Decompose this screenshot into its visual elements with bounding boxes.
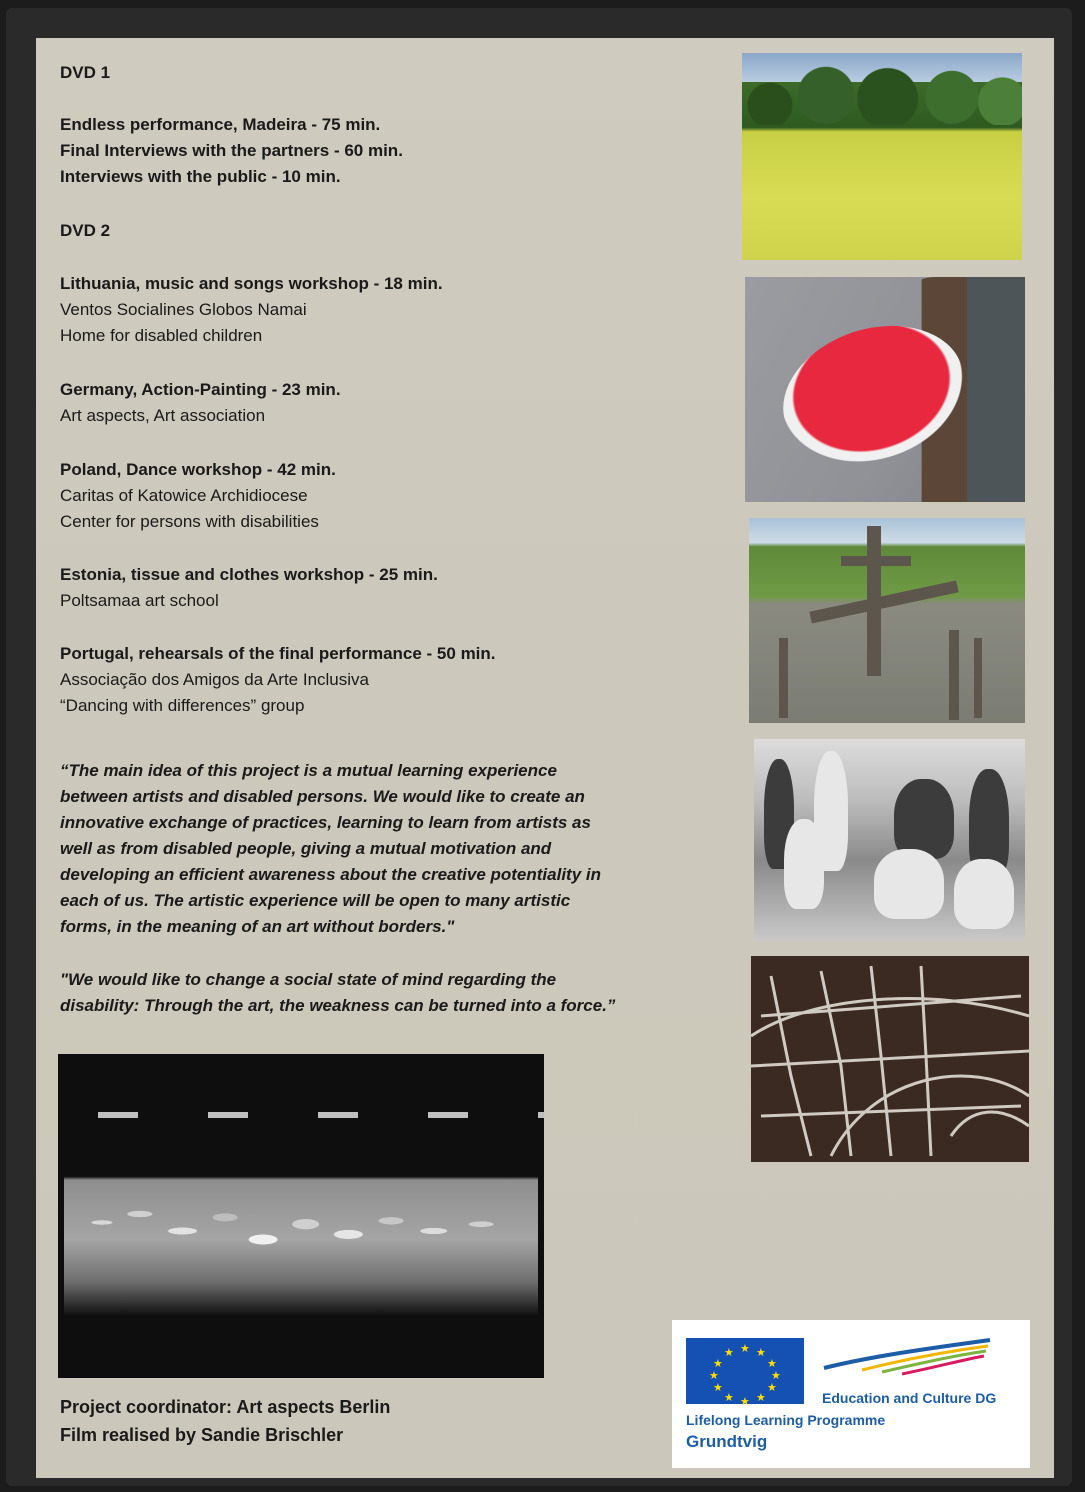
logo-edu-text: Education and Culture DG — [822, 1390, 997, 1406]
quote-line: “The main idea of this project is a mutual learning experience — [60, 761, 557, 780]
back-cover — [36, 38, 1054, 1478]
dvd1-title: DVD 1 — [60, 63, 111, 82]
workshop-line: Caritas of Katowice Archidiocese — [60, 486, 308, 505]
quote-line: "We would like to change a social state of mind regarding the — [60, 970, 557, 989]
dancer — [954, 859, 1014, 929]
photo-meadow-trees — [742, 59, 1022, 125]
photo-meadow — [742, 53, 1022, 260]
workshop-title: Poland, Dance workshop - 42 min. — [60, 460, 336, 479]
workshop-line: Ventos Socialines Globos Namai — [60, 300, 307, 319]
quote-line: each of us. The artistic experience will be open to many artistic — [60, 891, 571, 910]
workshop-line: Center for persons with disabilities — [60, 512, 319, 531]
photo-dance-workshop — [754, 739, 1025, 941]
photo-group — [58, 1054, 544, 1378]
dvd1-item: Final Interviews with the partners - 60 min. — [60, 141, 403, 160]
workshop-title: Estonia, tissue and clothes workshop - 25 min. — [60, 565, 438, 584]
quote-line: innovative exchange of practices, learning to learn from artists as — [60, 813, 591, 832]
quote-line: disability: Through the art, the weakness can be turned into a force.” — [60, 996, 616, 1015]
workshop-line: Home for disabled children — [60, 326, 263, 345]
group-people — [64, 1146, 538, 1316]
photo-chalk-floor — [751, 956, 1029, 1162]
workshop-title: Lithuania, music and songs workshop - 18 min. — [60, 274, 443, 293]
logo-llp-text: Lifelong Learning Programme — [686, 1412, 886, 1428]
cross-post — [779, 638, 788, 718]
workshop-line: “Dancing with differences” group — [60, 696, 305, 715]
credit-film: Film realised by Sandie Brischler — [60, 1425, 344, 1445]
quote-line: well as from disabled people, giving a mutual motivation and — [60, 839, 552, 858]
dvd1-item: Endless performance, Madeira - 75 min. — [60, 115, 381, 134]
chalk-drawing — [751, 956, 1029, 1162]
workshop-line: Associação dos Amigos da Arte Inclusiva — [60, 670, 369, 689]
dvd2-title: DVD 2 — [60, 221, 111, 240]
workshop-line: Art aspects, Art association — [60, 406, 266, 425]
lifelong-learning-swoosh-icon — [822, 1338, 992, 1378]
photo-red-plate — [745, 277, 1025, 502]
quote-line: between artists and disabled persons. We would like to create an — [60, 787, 585, 806]
eu-logo-box — [672, 1320, 1030, 1468]
eu-flag-icon: ★ ★ ★ ★ ★ ★ ★ ★ ★ ★ ★ ★ — [686, 1338, 804, 1404]
cross-beam — [809, 581, 958, 624]
quote-line: forms, in the meaning of an art without borders." — [60, 917, 455, 936]
photo-hill-of-crosses — [749, 518, 1025, 723]
workshop-title: Portugal, rehearsals of the final performance - 50 min. — [60, 644, 496, 663]
dvd-case — [6, 8, 1072, 1486]
workshop-title: Germany, Action-Painting - 23 min. — [60, 380, 341, 399]
cross-post — [949, 630, 959, 720]
credit-coordinator: Project coordinator: Art aspects Berlin — [60, 1397, 391, 1417]
dvd1-item: Interviews with the public - 10 min. — [60, 167, 341, 186]
cross-post — [974, 638, 982, 718]
cross-beam — [841, 556, 911, 566]
dancer — [784, 819, 824, 909]
quote-line: developing an efficient awareness about the creative potentiality in — [60, 865, 601, 884]
dancer — [894, 779, 954, 859]
stage-lights — [58, 1112, 544, 1118]
dancer — [874, 849, 944, 919]
workshop-line: Poltsamaa art school — [60, 591, 219, 610]
logo-grundtvig-text: Grundtvig — [686, 1432, 768, 1451]
